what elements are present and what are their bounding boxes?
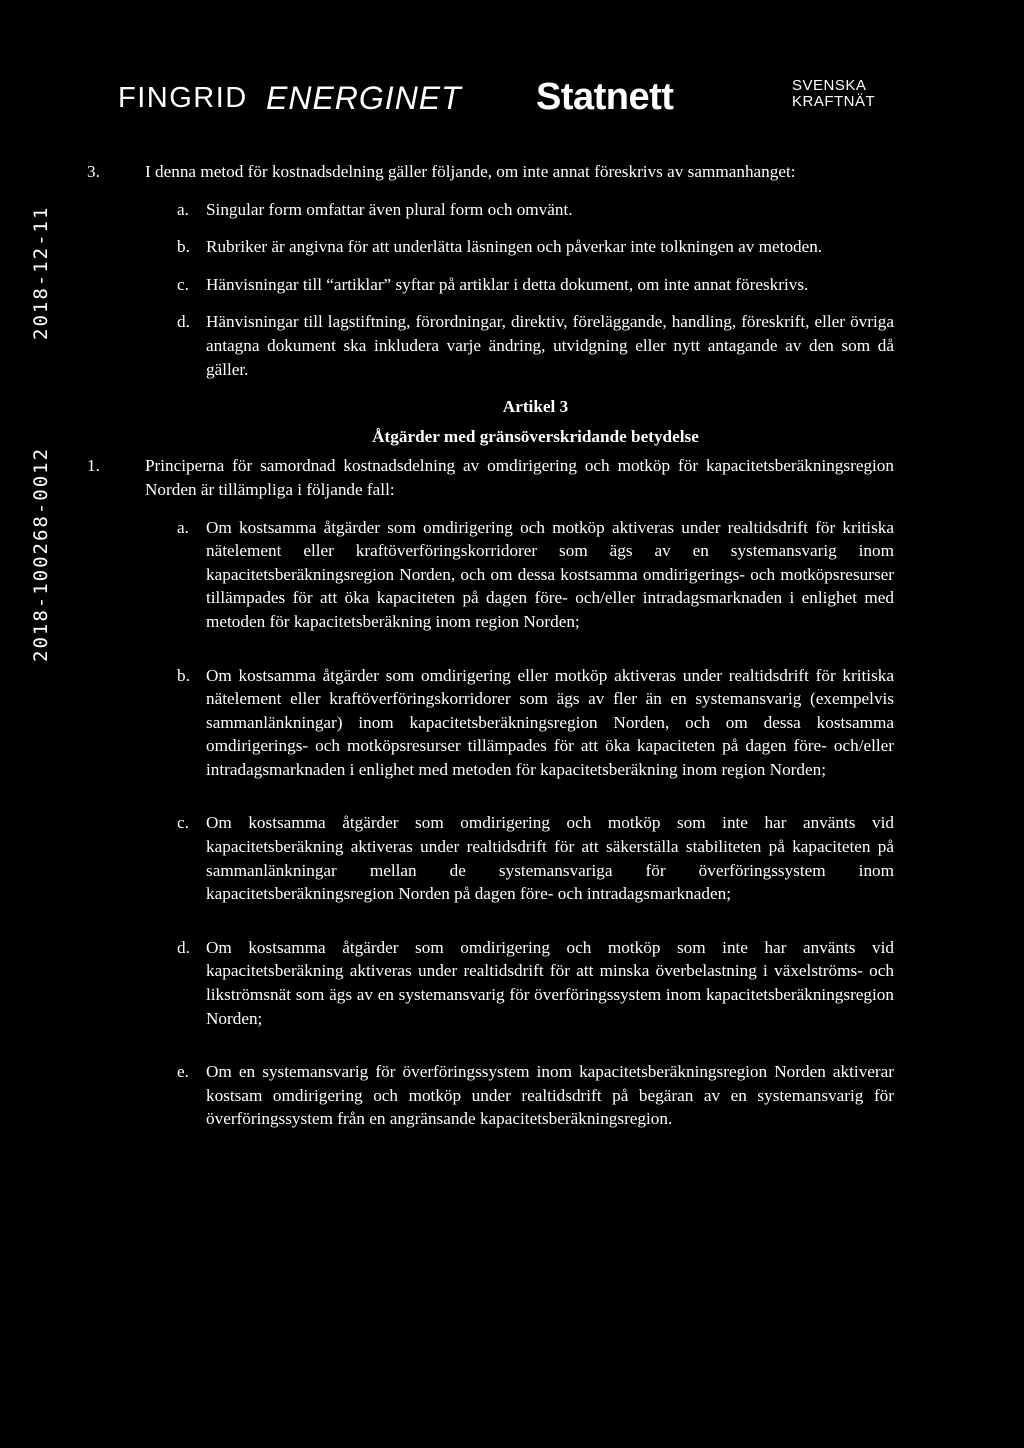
svenska-kraftnat-line-1: SVENSKA <box>792 77 867 94</box>
list-label: d. <box>177 312 190 332</box>
list-text: Om kostsamma åtgärder som omdirigering och motköp aktiveras under realtidsdrift för kritiska nätelement eller kraftöverföringskorridorer som ägs av en systemansvarig inom kapacitetsberäkningsregion Norden, och om dessa kostsamma omdirigerings- och motköpsresurser tillämpades för att öka kapaciteten på dagen före- och/eller intradagsmarknaden i enlighet med metoden för kapacitetsberäkning inom region Norden; <box>206 517 894 631</box>
margin-reference-stamp: 2018-100268-0012 <box>30 446 52 662</box>
list-label: a. <box>177 517 189 537</box>
intro-item-c <box>177 273 894 297</box>
svenska-kraftnat-logo <box>792 78 875 110</box>
statnett-logo: Statnett <box>536 76 674 118</box>
list-label: e. <box>177 1062 189 1082</box>
document-body <box>87 160 894 1131</box>
point-text: Principerna för samordnad kostnadsdelning av omdirigering och motköp för kapacitetsberäkningsregion Norden är tillämpliga i följande fall: <box>145 456 894 499</box>
article-item-e <box>177 1060 894 1131</box>
intro-item-a <box>177 198 894 222</box>
article-item-d <box>177 936 894 1030</box>
list-label: a. <box>177 199 189 219</box>
list-text: Hänvisningar till “artiklar” syftar på artiklar i detta dokument, om inte annat föreskrivs. <box>206 274 809 294</box>
intro-text: I denna metod för kostnadsdelning gäller följande, om inte annat föreskrivs av sammanhanget: <box>145 162 796 181</box>
article-title: Artikel 3 <box>502 397 569 417</box>
list-label: c. <box>177 813 189 833</box>
list-text: Singular form omfattar även plural form och omvänt. <box>206 199 573 219</box>
list-text: Rubriker är angivna för att underlätta läsningen och påverkar inte tolkningen av metoden. <box>206 237 823 257</box>
article-item-a <box>177 516 894 634</box>
margin-date-stamp: 2018-12-11 <box>30 205 52 340</box>
article-heading: Åtgärder med gränsöverskridande betydelse <box>372 426 699 446</box>
list-text: Hänvisningar till lagstiftning, förordningar, direktiv, föreläggande, handling, föreskrift, eller övriga antagna dokument ska inkludera varje ändring, utvidgning eller nytt antagande av den som då gäller. <box>206 312 894 379</box>
article-item-c <box>177 811 894 905</box>
intro-item-b <box>177 235 894 259</box>
intro-paragraph <box>87 160 894 184</box>
list-text: Om kostsamma åtgärder som omdirigering och motköp som inte har använts vid kapacitetsberäkning aktiveras under realtidsdrift för att säkerställa stabiliteten på kapaciteten på sammanlänkningar mellan de systemansvariga för överföringssystem inom kapacitetsberäkningsregion Norden på dagen före- och intradagsmarknaden; <box>206 813 894 904</box>
list-label: b. <box>177 665 190 685</box>
energinet-logo: ENERGINET <box>266 80 462 116</box>
point-number: 1. <box>87 456 100 476</box>
intro-item-d <box>177 310 894 381</box>
svenska-kraftnat-line-2: KRAFTNÄT <box>792 93 876 110</box>
list-text: Om en systemansvarig för överföringssystem inom kapacitetsberäkningsregion Norden aktiverar kostsam omdirigering och motköp under realtidsdrift på begäran av en systemansvarig för överföringssystem från en angränsande kapacitetsberäkningsregion. <box>206 1062 894 1129</box>
list-label: d. <box>177 937 190 957</box>
article-item-b <box>177 664 894 782</box>
fingrid-logo: FINGRID <box>118 82 248 114</box>
intro-number: 3. <box>87 162 100 181</box>
article-point-1 <box>87 454 894 501</box>
list-text: Om kostsamma åtgärder som omdirigering och motköp som inte har använts vid kapacitetsberäkning aktiveras under realtidsdrift för att minska överbelastning i växelströms- och likströmsnät som ägs av en systemansvarig för överföringssystem inom kapacitetsberäkningsregion Norden; <box>206 937 894 1028</box>
list-label: c. <box>177 274 189 294</box>
list-label: b. <box>177 237 190 257</box>
header-logos <box>118 74 894 134</box>
list-text: Om kostsamma åtgärder som omdirigering eller motköp aktiveras under realtidsdrift för kritiska nätelement eller kraftöverföringskorridorer som ägs av fler än en systemansvarig (exempelvis sammanlänkningar) inom kapacitetsberäkningsregion Norden, och om dessa kostsamma omdirigerings- och motköpsresurser tillämpades för att öka kapaciteten på dagen före- och/eller intradagsmarknaden i enlighet med metoden för kapacitetsberäkning inom region Norden; <box>206 665 894 779</box>
